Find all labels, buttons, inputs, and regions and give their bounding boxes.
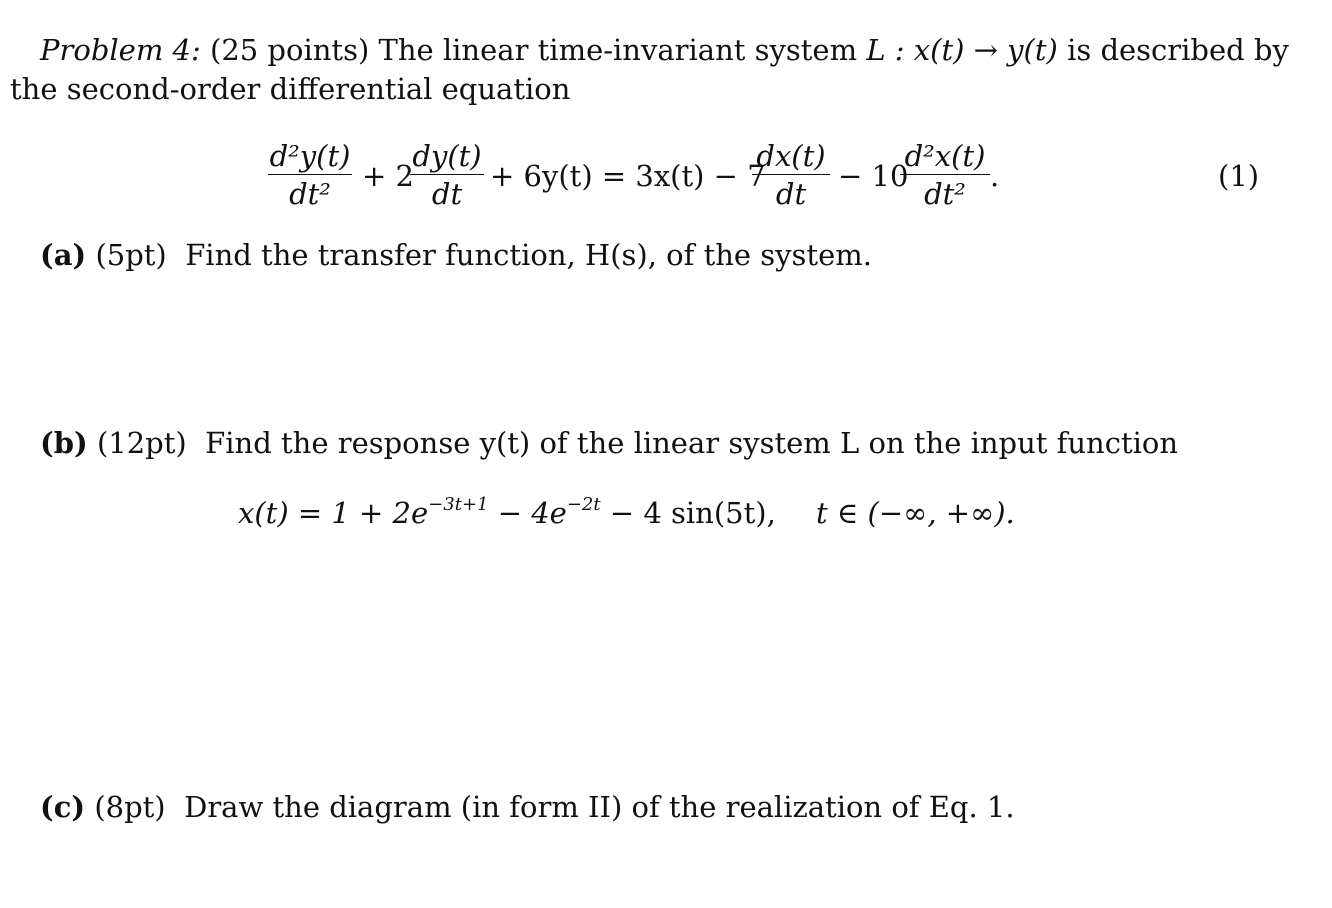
part-a-label: (a)	[40, 238, 87, 272]
problem-points: (25 points)	[210, 33, 370, 67]
exponent-2: −2t	[566, 494, 601, 516]
part-c	[40, 790, 1015, 824]
equation-middle-terms: + 6y(t) = 3x(t) − 7	[490, 159, 766, 193]
part-c-text: Draw the diagram (in form II) of the realization of Eq. 1.	[184, 790, 1015, 824]
fraction-bar	[752, 174, 830, 175]
input-function-equation	[238, 496, 776, 530]
fraction-denominator: dt	[775, 177, 807, 211]
fraction-dx-dt	[752, 140, 830, 210]
part-b-points: (12pt)	[96, 426, 187, 460]
part-c-points: (8pt)	[94, 790, 166, 824]
input-function-domain: t ∈ (−∞, +∞).	[816, 496, 1015, 530]
part-b-text: Find the response y(t) of the linear system L on the input function	[205, 426, 1179, 460]
part-b	[40, 426, 1178, 460]
equation-operator-minus-10: − 10	[838, 159, 909, 193]
equation-number: (1)	[1218, 159, 1260, 193]
part-a-points: (5pt)	[95, 238, 167, 272]
part-a	[40, 238, 872, 272]
fraction-denominator: dt	[431, 177, 463, 211]
fraction-bar	[410, 174, 484, 175]
fraction-d2x-dt2	[900, 140, 990, 210]
fraction-d2y-dt2	[268, 140, 352, 210]
fraction-denominator: dt²	[289, 177, 331, 211]
fraction-bar	[900, 174, 990, 175]
fraction-denominator: dt²	[924, 177, 966, 211]
fraction-numerator: d²y(t)	[269, 139, 351, 173]
equation-operator-plus-2: + 2	[362, 159, 414, 193]
input-function-end: − 4 sin(5t),	[600, 496, 776, 530]
part-c-label: (c)	[40, 790, 86, 824]
problem-statement-line1	[40, 33, 1289, 67]
system-mapping: L : x(t) → y(t)	[866, 33, 1058, 67]
fraction-bar	[268, 174, 352, 175]
part-a-text: Find the transfer function, H(s), of the system.	[185, 238, 872, 272]
fraction-numerator: dx(t)	[756, 139, 826, 173]
input-function-mid: − 4e	[488, 496, 567, 530]
part-b-label: (b)	[40, 426, 88, 460]
fraction-numerator: dy(t)	[412, 139, 482, 173]
problem-intro-b: is described by	[1067, 33, 1289, 67]
problem-heading: Problem 4:	[40, 33, 201, 67]
exponent-1: −3t+1	[428, 494, 489, 516]
fraction-numerator: d²x(t)	[904, 139, 986, 173]
fraction-dy-dt	[410, 140, 484, 210]
equation-period: .	[990, 159, 1000, 193]
input-function-lhs: x(t) = 1 + 2e	[238, 496, 429, 530]
problem-intro-a: The linear time-invariant system	[378, 33, 858, 67]
problem-statement-line2: the second-order differential equation	[10, 72, 571, 106]
